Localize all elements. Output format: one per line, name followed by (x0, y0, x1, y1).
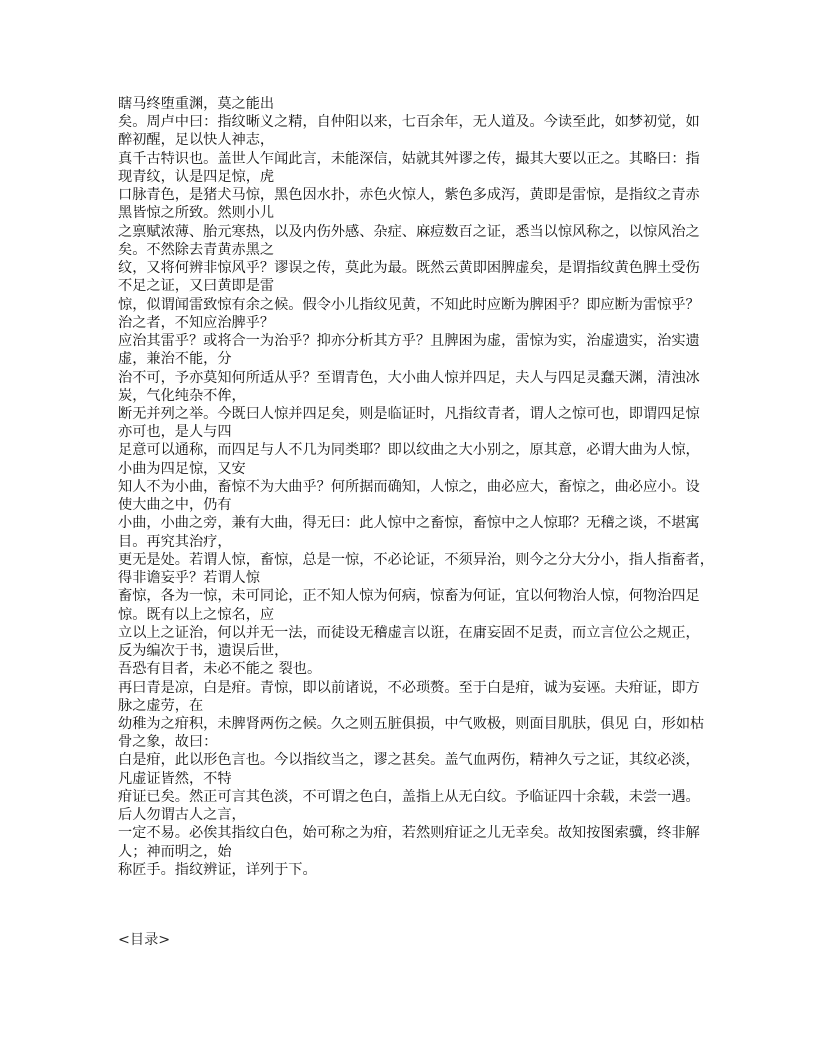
text-line: 后人勿谓古人之言， (118, 807, 246, 824)
text-line: 之禀赋浓薄、胎元寒热，以及内伤外感、杂症、麻痘数百之证，悉当以惊风称之，以惊风治之 (118, 223, 700, 240)
text-line: 反为编次于书，遗误后世， (118, 643, 289, 660)
text-line: 应治其雷乎？或将合一为治乎？抑亦分析其方乎？且脾困为虚，雷惊为实，治虚遗实，治实遗 (118, 333, 700, 350)
text-line: 知人不为小曲，畜惊不为大曲乎？何所据而确知，人惊之，曲必应大，畜惊之，曲必应小。设 (118, 478, 700, 495)
text-line: 黑皆惊之所致。然则小儿 (118, 205, 275, 222)
text-line: 畜惊，各为一惊，未可同论，正不知人惊为何病，惊畜为何证，宜以何物治人惊，何物治四足 (118, 588, 700, 605)
text-line: 骨之象，故曰： (118, 734, 218, 751)
text-line: 一定不易。必俟其指纹白色，始可称之为疳，若然则疳证之儿无幸矣。故知按图索骥，终非解 (118, 825, 700, 842)
text-line: 矣。不然除去青黄赤黑之 (118, 241, 275, 258)
text-line: 治不可，予亦莫知何所适从乎？至谓青色，大小曲人惊并四足，夫人与四足灵蠢天渊，清浊冰 (118, 369, 700, 386)
text-line: 虚，兼治不能，分 (118, 351, 232, 368)
text-line: 目。再究其治疗， (118, 533, 232, 550)
text-line: 现青纹，认是四足惊，虎 (118, 168, 275, 185)
text-line: 人；神而明之，始 (118, 843, 232, 860)
text-line: 凡虚证皆然，不特 (118, 770, 232, 787)
text-line: 足意可以通称，而四足与人不几为同类耶？即以纹曲之大小别之，原其意，必谓大曲为人惊， (118, 442, 700, 459)
text-line: 再曰青是凉，白是疳。青惊，即以前诸说，不必琐赘。至于白是疳，诚为妄诬。夫疳证，即方 (118, 679, 700, 696)
text-line: 纹，又将何辨非惊风乎？谬误之传，莫此为最。既然云黄即困脾虚矣，是谓指纹黄色脾土受伤 (118, 260, 700, 277)
text-line: 幼稚为之疳积，未脾肾两伤之候。久之则五脏俱损，中气败极，则面目肌肤，俱见 白，形如枯 (118, 715, 705, 732)
text-line: 不足之证，又曰黄即是雷 (118, 278, 275, 295)
text-line: 口脉青色，是猪犬马惊，黑色因水扑，赤色火惊人，紫色多成泻，黄即是雷惊，是指纹之青赤 (118, 187, 700, 204)
text-line: 亦可也，是人与四 (118, 424, 232, 441)
text-line: 立以上之证治，何以并无一法，而徒设无稽虚言以诳，在庸妄固不足责，而立言位公之规正， (118, 624, 700, 641)
text-line: 吾恐有目者，未必不能之 裂也。 (118, 661, 322, 678)
text-line: 脉之虚劳，在 (118, 697, 204, 714)
text-line: 醉初醒，足以快人神志， (118, 132, 275, 149)
text-line: 瞎马终堕重渊，莫之能出 (118, 96, 275, 112)
text-line: 白是疳，此以形色言也。今以指纹当之，谬之甚矣。盖气血两伤，精神久亏之证，其纹必淡， (118, 752, 700, 769)
text-line: 使大曲之中，仍有 (118, 497, 232, 514)
text-line: 得非谵妄乎？若谓人惊 (118, 570, 260, 587)
text-line: 小曲，小曲之旁，兼有大曲，得无曰：此人惊中之畜惊，畜惊中之人惊耶？无稽之谈，不堪寓 (118, 515, 700, 532)
text-line: 治之者，不知应治脾乎？ (118, 314, 275, 331)
text-line: 惊，似谓闻雷致惊有余之候。假令小儿指纹见黄，不知此时应断为脾困乎？即应断为雷惊乎？ (118, 296, 700, 313)
text-line: 疳证已矣。然正可言其色淡，不可谓之色白，盖指上从无白纹。予临证四十余载，未尝一遇。 (118, 788, 700, 805)
text-line: 炭，气化纯杂不侔， (118, 387, 246, 404)
text-line: 更无是处。若谓人惊，畜惊，总是一惊，不必论证，不须异治，则今之分大分小，指人指畜者， (118, 551, 714, 568)
table-of-contents-link[interactable]: <目录> (118, 932, 171, 948)
document-body (118, 95, 714, 879)
text-line: 小曲为四足惊，又安 (118, 460, 246, 477)
text-line: 惊。既有以上之惊名，应 (118, 606, 275, 623)
text-line: 真千古特识也。盖世人乍闻此言，未能深信，姑就其舛谬之传，撮其大要以正之。其略曰：指 (118, 150, 700, 167)
text-line: 断无并列之举。今既曰人惊并四足矣，则是临证时，凡指纹青者，谓人之惊可也，即谓四足惊 (118, 405, 700, 422)
text-line: 矣。周卢中曰：指纹晰义之精，自仲阳以来，七百余年，无人道及。今读至此，如梦初觉，如 (118, 114, 700, 131)
text-line: 称匠手。指纹辨证，详列于下。 (118, 861, 317, 878)
